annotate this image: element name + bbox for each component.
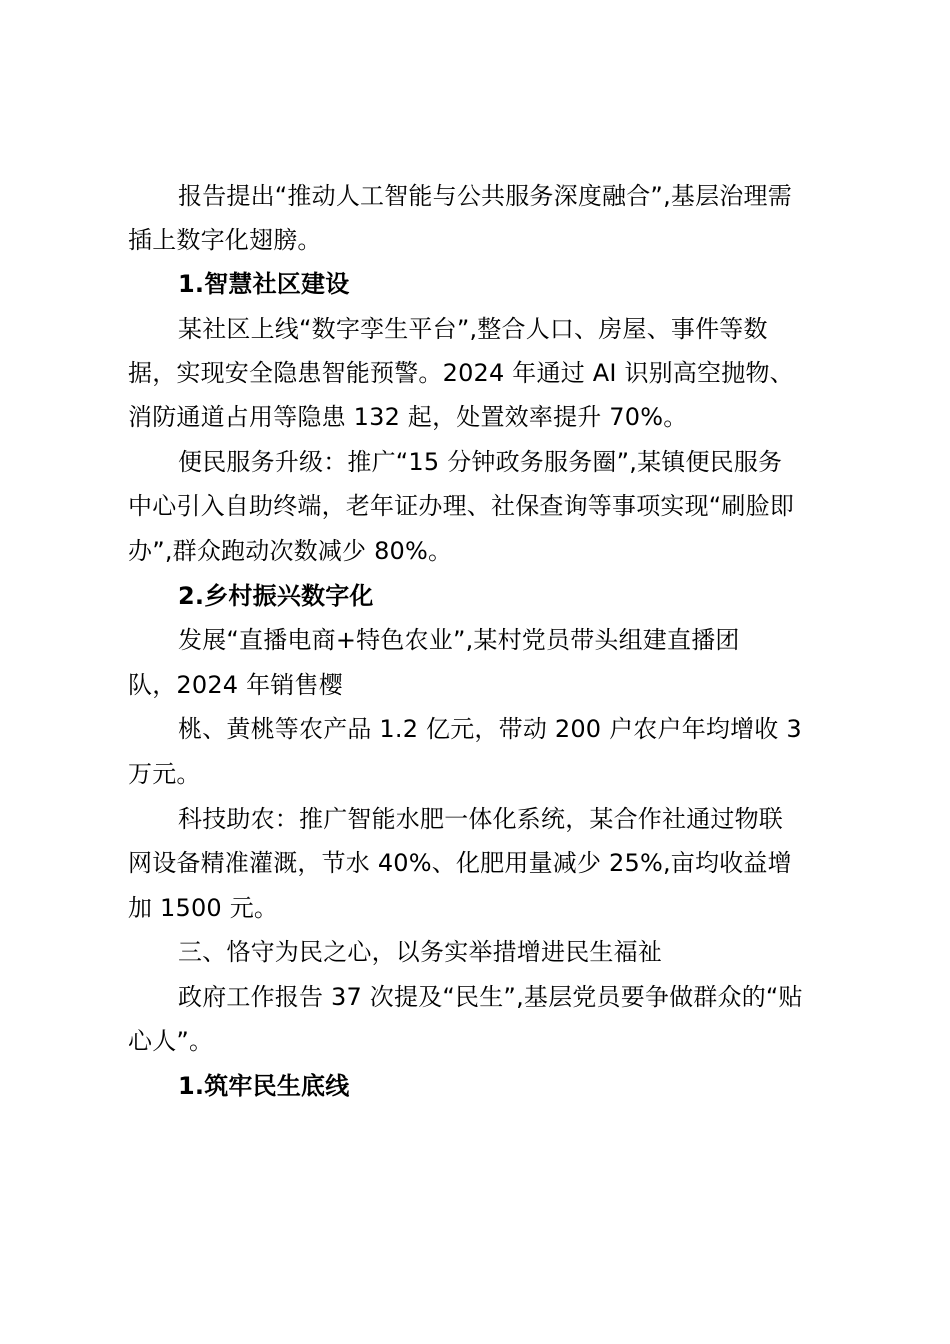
- paragraph-line: 发展“直播电商+特色农业”,某村党员带头组建直播团: [178, 626, 740, 654]
- paragraph-line: 队，2024 年销售樱: [128, 671, 343, 699]
- paragraph-line: 消防通道占用等隐患 132 起，处置效率提升 70%。: [128, 403, 688, 431]
- section-heading: 1.智慧社区建设: [178, 270, 350, 298]
- paragraph-line: 加 1500 元。: [128, 894, 279, 922]
- paragraph-line: 办”,群众跑动次数减少 80%。: [128, 537, 453, 565]
- paragraph-line: 万元。: [128, 760, 201, 788]
- paragraph-line: 中心引入自助终端，老年证办理、社保查询等事项实现“刷脸即: [128, 492, 795, 520]
- paragraph-line: 便民服务升级：推广“15 分钟政务服务圈”,某镇便民服务: [178, 448, 783, 476]
- paragraph-line: 报告提出“推动人工智能与公共服务深度融合”,基层治理需: [178, 182, 792, 210]
- paragraph-line: 据，实现安全隐患智能预警。2024 年通过 AI 识别高空抛物、: [128, 359, 794, 387]
- section-heading: 三、恪守为民之心，以务实举措增进民生福祉: [178, 938, 662, 966]
- paragraph-line: 政府工作报告 37 次提及“民生”,基层党员要争做群众的“贴: [178, 983, 803, 1011]
- paragraph-line: 某社区上线“数字孪生平台”,整合人口、房屋、事件等数: [178, 315, 768, 343]
- section-heading: 1.筑牢民生底线: [178, 1072, 350, 1100]
- section-heading: 2.乡村振兴数字化: [178, 582, 374, 610]
- paragraph-line: 桃、黄桃等农产品 1.2 亿元，带动 200 户农户年均增收 3: [178, 715, 802, 743]
- paragraph-line: 心人”。: [128, 1027, 214, 1055]
- paragraph-line: 插上数字化翅膀。: [128, 226, 322, 254]
- paragraph-line: 网设备精准灌溉，节水 40%、化肥用量减少 25%,亩均收益增: [128, 849, 792, 877]
- paragraph-line: 科技助农：推广智能水肥一体化系统，某合作社通过物联: [178, 805, 783, 833]
